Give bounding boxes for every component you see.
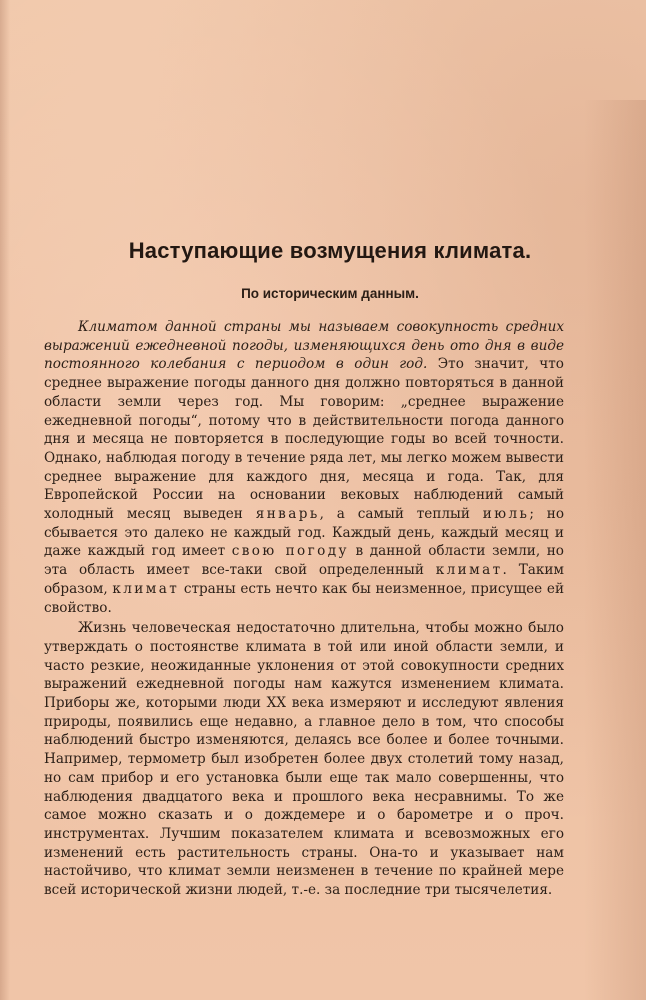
paragraph-2: Жизнь человеческая недостаточно длительна, чтобы можно было утверждать о постоянстве климата в той или иной области земли, и часто резкие, неожиданные уклонения от этой совокупности средних выражений ежедневной погоды нам кажутся изменением климата. Приборы же, которыми люди XX века измеряют и исследуют явления природы, появились еще недавно, а главное дело в том, что способы наблюдений быстро изменяются, делаясь все более и более точными. Например, термометр был изобретен более двух столетий тому назад, но сам прибор и его установка были еще так мало совершенны, что наблюдения двадцатого века и прошлого века несравнимы. То же самое можно сказать и о дождемере и о барометре и о проч. инструментах. Лучшим показателем климата и всевозможных его изменений есть растительность страны. Она-то и указывает нам настойчиво, что климат земли неизменен в течение по крайней мере всей исторической жизни людей, т.-е. за последние три тысячелетия. — [44, 620, 564, 899]
article-subtitle: По историческим данным. — [241, 286, 419, 301]
italic-definition: Климатом данной страны мы называем совокупность средних выражений ежедневной погоды, изменяющихся день ото дня в виде постоянного колебания с периодом в один год. — [44, 319, 564, 373]
paper-fold-shadow — [584, 100, 646, 1000]
spaced-word-own-weather: свою погоду — [231, 543, 349, 560]
text-segment: , а самый теплый — [319, 506, 483, 523]
paper-edge-shadow — [0, 0, 10, 1000]
text-segment: страны есть нечто как бы неизменное, присущее ей свойство. — [44, 580, 565, 616]
text-segment: . Таким образом, — [44, 562, 564, 597]
text-segment: в данной области земли, но эта область имеет все-таки свой определенный — [44, 543, 564, 579]
spaced-word-january: январь — [255, 506, 320, 523]
spaced-word-climate: климат — [112, 580, 180, 597]
spaced-word-july: июль — [482, 506, 530, 523]
spaced-word-climate: климат — [435, 562, 503, 579]
text-segment: ; но сбывается это далеко не каждый год. Каждый день, каждый месяц и даже каждый год имеет — [44, 506, 565, 560]
article-body — [44, 318, 564, 900]
text-segment: Это значит, что среднее выражение погоды данного дня должно повторяться в данной области земли через год. Мы говорим: „среднее выражение ежедневной погоды“, потому что в действительности погода данного дня и месяца не повторяется в последующие годы во всей точности. Однако, наблюдая погоду в течение ряда лет, мы легко можем вывести среднее выражение для каждого дня, месяца и года. Так, для Европейской России на основании вековых наблюдений самый холодный месяц выведен — [44, 356, 564, 523]
article-title: Наступающие возмущения климата. — [128, 238, 532, 263]
paragraph-1 — [44, 318, 564, 617]
